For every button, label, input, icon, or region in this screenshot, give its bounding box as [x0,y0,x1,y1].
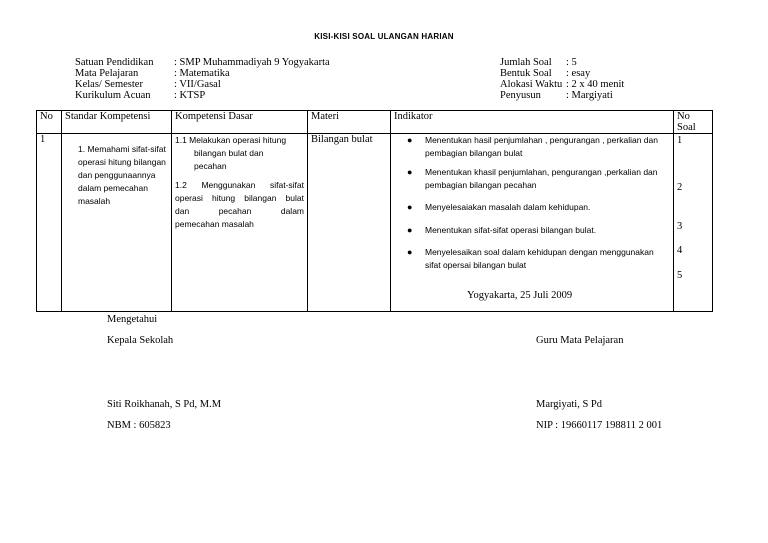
mengetahui-label: Mengetahui [107,314,158,325]
info-key: Mata Pelajaran [75,68,139,79]
indikator-text: Menyelesaiakan masalah dalam kehidupan. [425,202,591,212]
kepala-sekolah-name: Siti Roikhanah, S Pd, M.M [107,399,222,410]
info-key: Jumlah Soal [500,57,552,68]
guru-name: Margiyati, S Pd [536,399,603,410]
kd-line: pecahan [194,161,227,171]
info-value: : esay [566,68,591,79]
kd-line: dan pecahan dalam [175,206,304,216]
list-item [394,201,670,214]
header-kompetensi-dasar: Kompetensi Dasar [172,111,308,134]
kd-line: 1.1 Melakukan operasi hitung [175,135,287,145]
kd-line: operasi hitung bilangan bulat [175,193,304,203]
info-key: Kurikulum Acuan [75,90,151,101]
no-soal-value: 1 [677,135,683,146]
list-item [394,224,670,237]
indikator-list [394,134,670,272]
place-date: Yogyakarta, 25 Juli 2009 [467,290,573,301]
info-row [75,68,330,79]
cell-standar-kompetensi [62,134,172,312]
header-no-soal: No Soal [674,111,713,134]
cell-indikator [391,134,674,312]
no-soal-value: 5 [677,270,683,281]
info-row [500,90,624,101]
info-left [75,57,330,101]
info-row [75,57,330,68]
info-key: Satuan Pendidikan [75,57,154,68]
table-header-row [37,111,713,134]
no-soal-value: 4 [677,245,683,256]
guru-nip: NIP : 19660117 198811 2 001 [536,420,663,431]
kompetensi-dasar-text [175,134,304,231]
bullet-icon: ● [407,202,413,212]
indikator-text: Menyelesaikan soal dalam kehidupan dengan menggunakan sifat opersai bilangan bulat [425,247,654,270]
bullet-icon: ● [407,135,413,145]
cell-materi: Bilangan bulat [308,134,391,312]
bullet-icon: ● [407,225,413,235]
header-materi: Materi [308,111,391,134]
info-row [500,57,624,68]
info-row [500,68,624,79]
no-soal-value: 3 [677,221,683,232]
list-item [394,246,670,272]
standar-kompetensi-text: 1. Memahami sifat-sifat operasi hitung bilangan dan penggunaannya dalam pemecahan masalah [78,144,166,206]
info-row [500,79,624,90]
kd-line: pemecahan masalah [175,219,254,229]
list-item [394,166,670,192]
info-value: : SMP Muhammadiyah 9 Yogyakarta [174,57,330,68]
info-value: : 5 [566,57,577,68]
no-soal-value: 2 [677,182,683,193]
info-value: : VII/Gasal [174,79,221,90]
header-indikator: Indikator [391,111,674,134]
document-title: KISI-KISI SOAL ULANGAN HARIAN [314,32,454,41]
info-value: : Margiyati [566,90,613,101]
info-key: Kelas/ Semester [75,79,143,90]
cell-kompetensi-dasar [172,134,308,312]
bullet-icon: ● [407,247,413,257]
cell-no: 1 [37,134,62,312]
info-right [500,57,624,101]
info-row [75,90,330,101]
info-value: : KTSP [174,90,206,101]
info-value: : Matematika [174,68,230,79]
kepala-sekolah-label: Kepala Sekolah [107,335,174,346]
kd-line: bilangan bulat dan [194,148,264,158]
indikator-text: Menentukan khasil penjumlahan, pengurangan ,perkalian dan pembagian bilangan pecahan [425,167,658,190]
kisi-kisi-table [36,110,713,312]
list-item [394,134,670,160]
table-row [37,134,713,312]
header-standar-kompetensi: Standar Kompetensi [62,111,172,134]
bullet-icon: ● [407,167,413,177]
indikator-text: Menentukan sifat-sifat operasi bilangan bulat. [425,225,597,235]
info-key: Bentuk Soal [500,68,552,79]
kepala-sekolah-nbm: NBM : 605823 [107,420,171,431]
kd-line: 1.2 Menggunakan sifat-sifat [175,180,304,190]
header-no: No [37,111,62,134]
info-key: Alokasi Waktu [500,79,563,90]
cell-no-soal [674,134,713,312]
guru-label: Guru Mata Pelajaran [536,335,624,346]
info-row [75,79,330,90]
indikator-text: Menentukan hasil penjumlahan , pengurangan , perkalian dan pembagian bilangan bulat [425,135,658,158]
info-key: Penyusun [500,90,541,101]
info-value: : 2 x 40 menit [566,79,625,90]
